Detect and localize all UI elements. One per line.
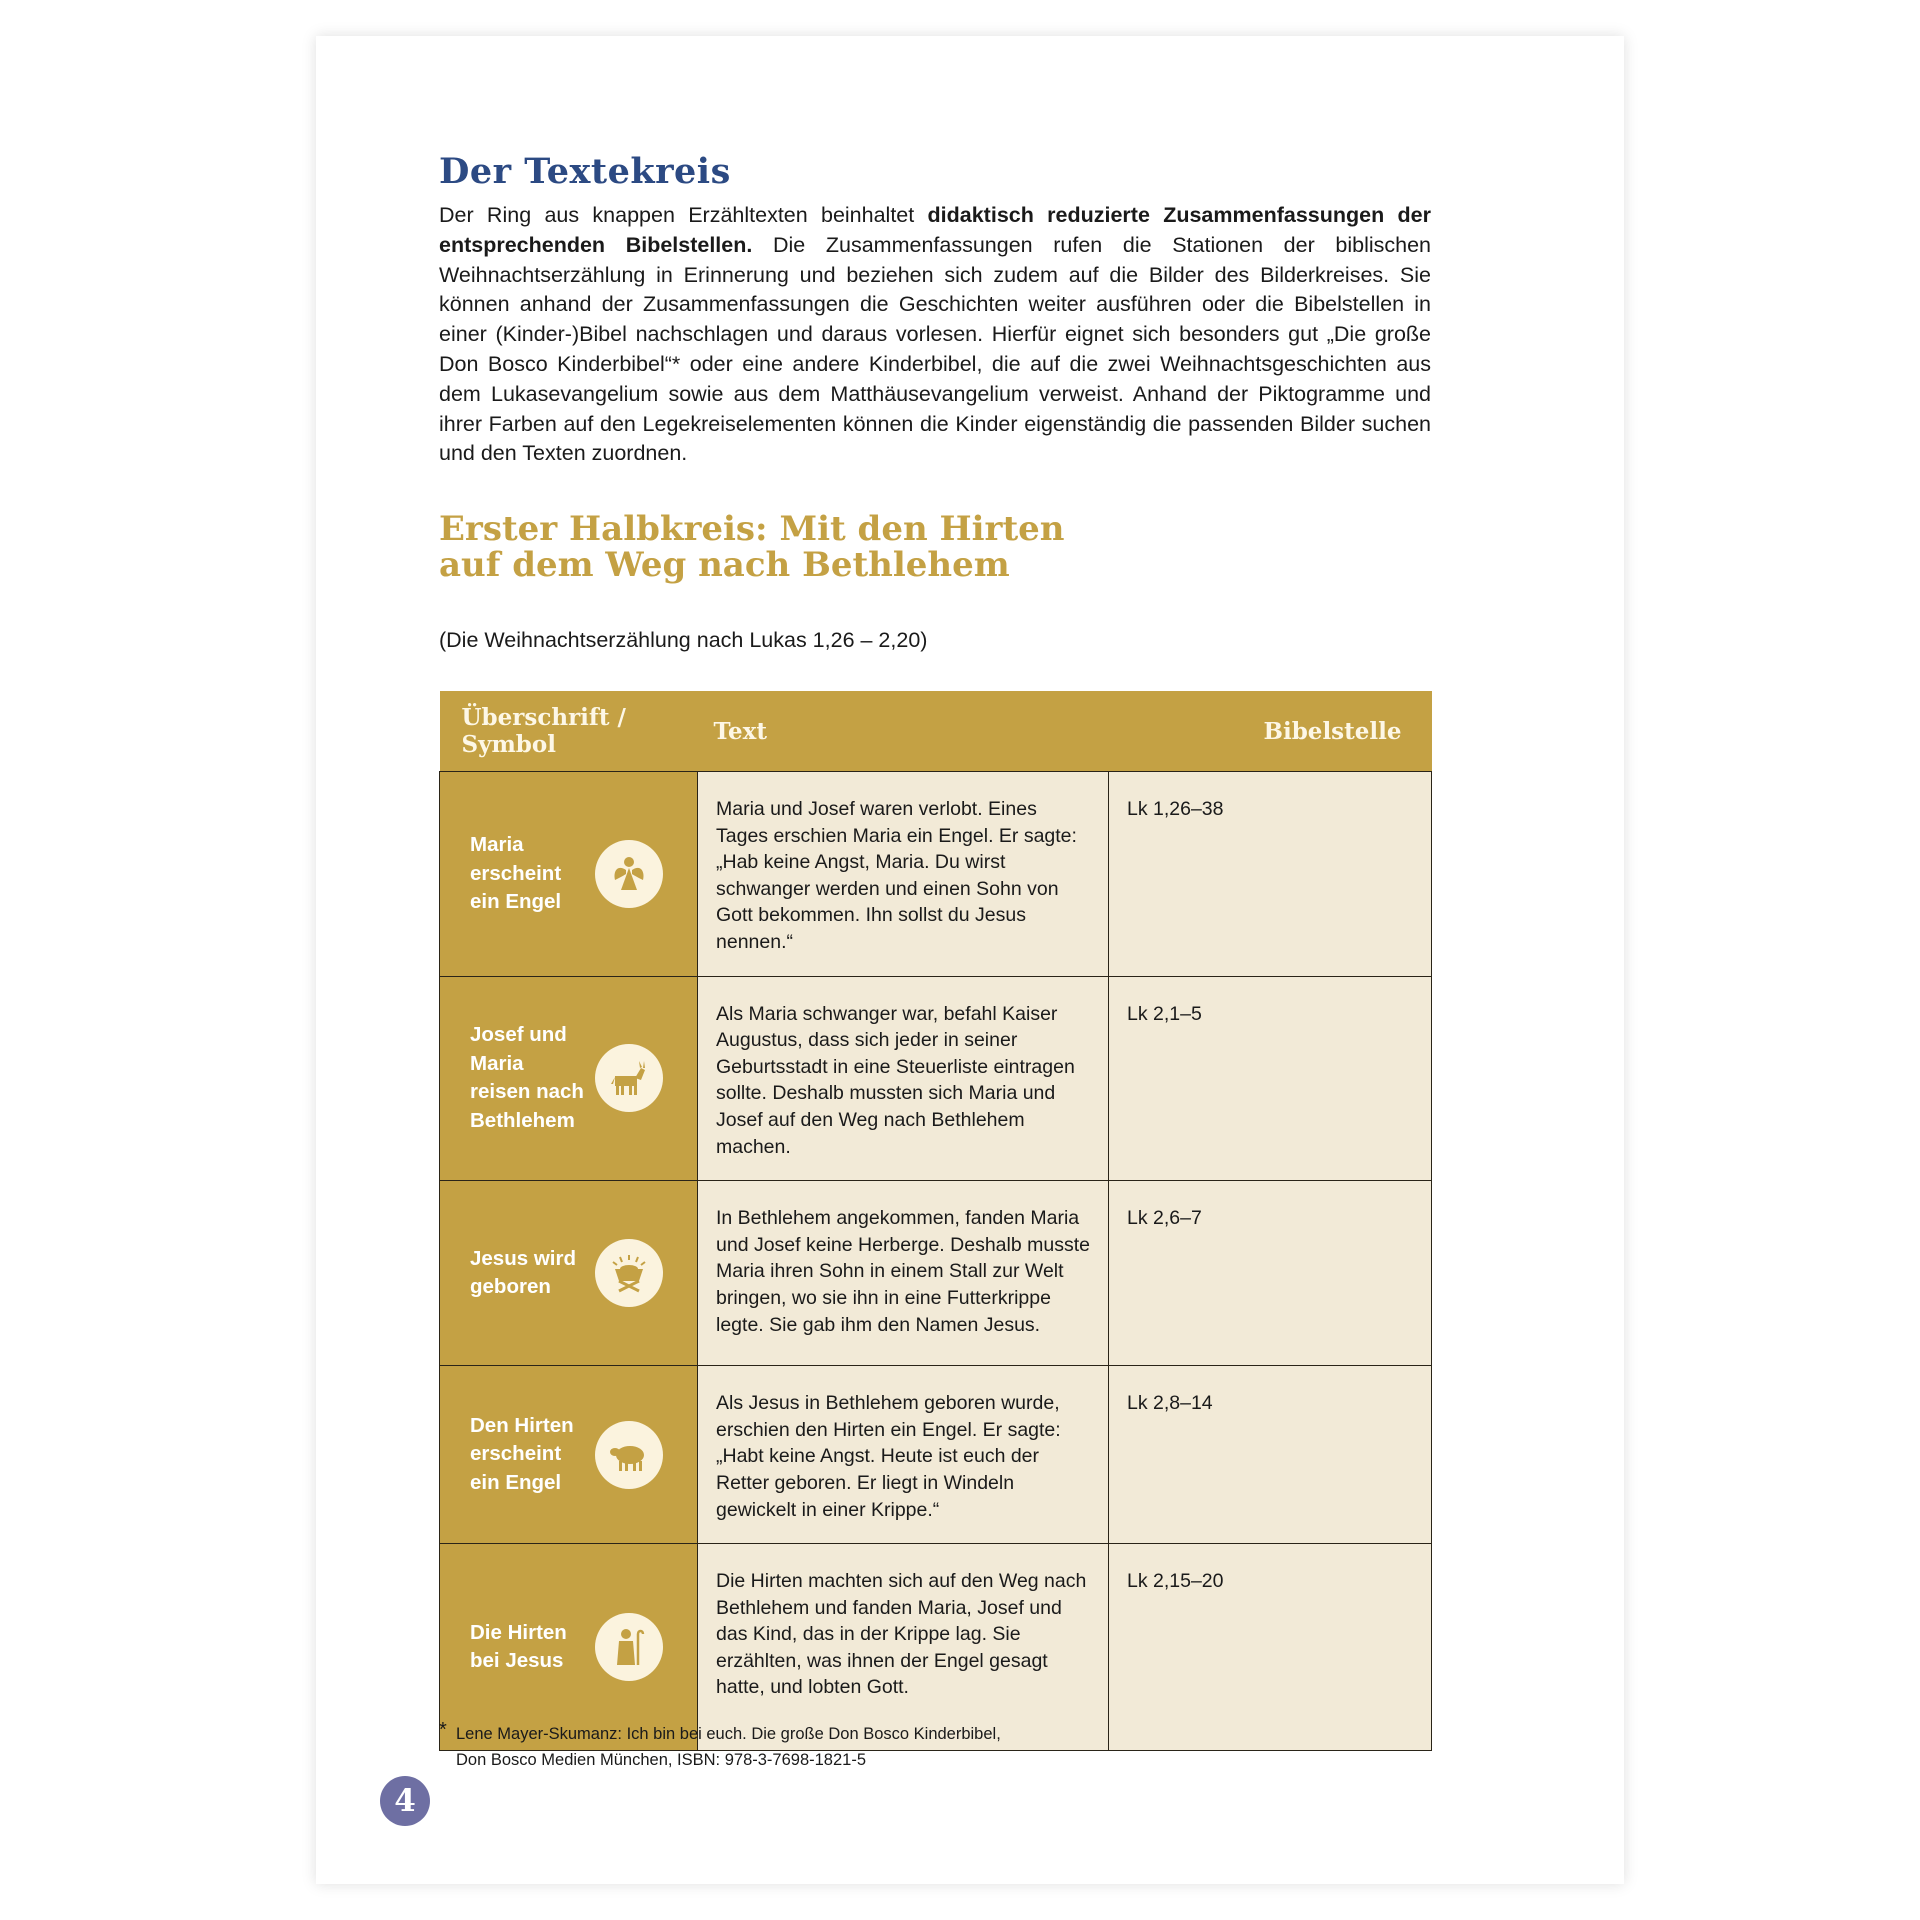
intro-paragraph <box>439 201 1431 469</box>
row-label-cell <box>440 1181 698 1366</box>
row-ref: Lk 2,8–14 <box>1109 1366 1432 1544</box>
row-label-cell <box>440 1366 698 1544</box>
row-label-cell <box>440 772 698 977</box>
header-ref: Bibelstelle <box>1109 691 1432 772</box>
row-label: Den Hirten erscheint ein Engel <box>470 1413 574 1494</box>
row-text: Maria und Josef waren verlobt. Eines Tages erschien Maria ein Engel. Er sagte: „Hab keine Angst, Maria. Du wirst schwanger werden und einen Sohn von Gott bekommen. Ihn sollst du Jesus nennen.“ <box>698 772 1109 977</box>
row-text: In Bethlehem angekommen, fanden Maria und Josef keine Herberge. Deshalb musste Maria ihren Sohn in einem Stall zur Welt bringen, wo sie ihn in eine Futterkrippe legte. Sie gab ihm den Namen Jesus. <box>698 1181 1109 1366</box>
manger-icon <box>595 1239 663 1307</box>
sheep-icon <box>595 1421 663 1489</box>
row-label: Maria erscheint ein Engel <box>470 833 562 914</box>
intro-text-2: Die Zusammenfassungen rufen die Stationen der biblischen Weihnachtserzählung in Erinnerung und beziehen sich zudem auf die Bilder des Bilderkreises. Sie können anhand der Zusammenfassungen die Geschichten weiter ausführen oder die Bibelstellen in einer (Kinder-)Bibel nachschlagen und daraus vorlesen. Hierfür eignet sich besonders gut „Die große Don Bosco Kinderbibel“* oder eine andere Kinderbibel, die auf die zwei Weihnachtsgeschichten aus dem Lukasevangelium sowie aus dem Matthäusevangelium verweist. Anhand der Piktogramme und ihrer Farben auf den Legekreiselementen können die Kinder eigenständig die passenden Bilder suchen und den Texten zuordnen. <box>439 232 1431 466</box>
row-label-cell <box>440 976 698 1181</box>
row-text: Als Jesus in Bethlehem geboren wurde, erschien den Hirten ein Engel. Er sagte: „Habt keine Angst. Heute ist euch der Retter geboren. Er liegt in Windeln gewickelt in einer Krippe.“ <box>698 1366 1109 1544</box>
footnote <box>439 1721 1001 1773</box>
table-row <box>440 976 1432 1181</box>
row-label: Die Hirten bei Jesus <box>470 1620 567 1673</box>
subsection-title <box>439 511 1065 583</box>
row-text: Die Hirten machten sich auf den Weg nach Bethlehem und fanden Maria, Josef und das Kind, das in der Krippe lag. Sie erzählten, was ihnen der Engel gesagt hatte, und lobten Gott. <box>698 1544 1109 1751</box>
footnote-text: Lene Mayer-Skumanz: Ich bin bei euch. Die große Don Bosco Kinderbibel, Don Bosco Medien München, ISBN: 978-3-7698-1821-5 <box>456 1725 1001 1769</box>
subsection-subtitle: (Die Weihnachtserzählung nach Lukas 1,26 – 2,20) <box>439 628 928 652</box>
intro-text-1: Der Ring aus knappen Erzähltexten beinhaltet <box>439 203 928 227</box>
subsection-title-line2: auf dem Weg nach Bethlehem <box>439 545 1010 585</box>
page-number: 4 <box>380 1776 430 1826</box>
row-label: Jesus wird geboren <box>470 1246 576 1299</box>
row-ref: Lk 2,15–20 <box>1109 1544 1432 1751</box>
intro-text-bold: didaktisch reduzierte Zusammenfassungen der entsprechenden Bibelstellen. <box>439 203 1431 257</box>
row-label: Josef und Maria reisen nach Bethlehem <box>470 1023 584 1132</box>
row-ref: Lk 1,26–38 <box>1109 772 1432 977</box>
header-symbol: Überschrift / Symbol <box>440 691 698 772</box>
table-row <box>440 1366 1432 1544</box>
donkey-icon <box>595 1044 663 1112</box>
bible-text-table <box>439 691 1432 1751</box>
table-header-row <box>440 691 1432 772</box>
row-text: Als Maria schwanger war, befahl Kaiser Augustus, dass sich jeder in seiner Geburtsstadt in eine Steuerliste eintragen sollte. Deshalb mussten sich Maria und Josef auf den Weg nach Bethlehem machen. <box>698 976 1109 1181</box>
table-row <box>440 1181 1432 1366</box>
row-ref: Lk 2,6–7 <box>1109 1181 1432 1366</box>
section-title: Der Textekreis <box>439 151 731 192</box>
footnote-marker: * <box>439 1719 447 1741</box>
angel-icon <box>595 840 663 908</box>
table-row <box>440 772 1432 977</box>
row-label-cell <box>440 1544 698 1751</box>
table-row <box>440 1544 1432 1751</box>
document-page <box>316 36 1624 1884</box>
shepherd-icon <box>595 1613 663 1681</box>
header-text: Text <box>698 691 1109 772</box>
row-ref: Lk 2,1–5 <box>1109 976 1432 1181</box>
subsection-title-line1: Erster Halbkreis: Mit den Hirten <box>439 509 1065 549</box>
